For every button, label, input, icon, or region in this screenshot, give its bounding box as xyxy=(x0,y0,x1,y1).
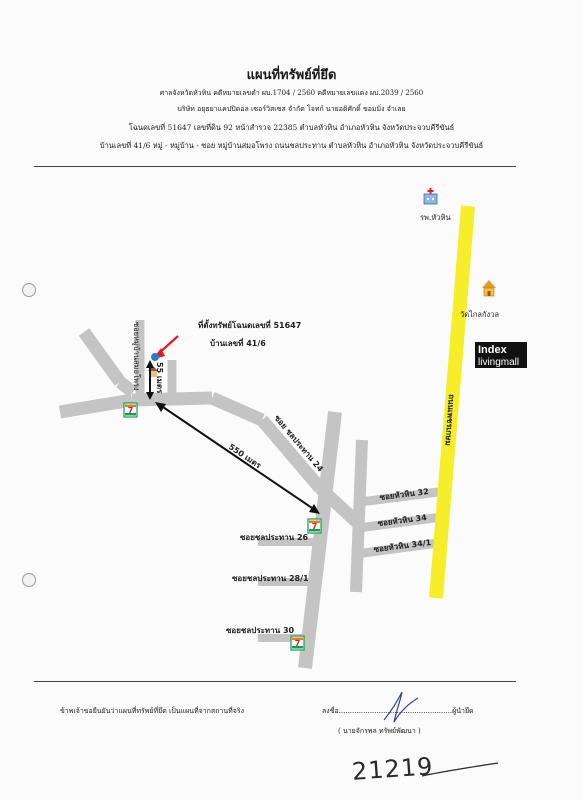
mall-logo-bottom: livingmall xyxy=(478,357,520,368)
soi-24-label: ซอย ชลประทาน 24 xyxy=(272,413,325,474)
parties-line: บริษัท อยุธยาแคปปิตอล เซอร์วิสเซส จำกัด โจทก์ นายอดิศักดิ์ ขอมมิ่ง จำเลย xyxy=(177,105,406,113)
deed-line: โฉนดเลขที่ 51647 เลขที่ดิน 92 หน้าสำรวจ 22385 ตำบลหัวหิน อำเภอหัวหิน จังหวัดประจวบคีรีขันธ์ xyxy=(128,123,455,132)
document-title: แผนที่ทรัพย์ที่ยึด xyxy=(246,68,337,83)
signature-line: ลงชื่อ...................................................ผู้นำยึด xyxy=(322,707,474,715)
soi-hh34-1-label: ซอยหัวหิน 34/1 xyxy=(373,538,432,554)
short-arrow-head-top xyxy=(146,360,154,368)
hospital-label: รพ.หัวหิน xyxy=(420,213,451,222)
temple-label: วัดไกลกังวล xyxy=(460,310,500,319)
signature-icon xyxy=(378,688,428,728)
header-divider xyxy=(34,166,516,167)
soi-village-label: ซอยหมู่บ้านสมอโพรง xyxy=(132,322,141,391)
property-label-1: ที่ตั้งทรัพย์โฉนดเลขที่ 51647 xyxy=(198,321,302,330)
mall-logo-top: Index xyxy=(478,344,507,356)
address-line: บ้านเลขที่ 41/6 หมู่ - หมู่บ้าน - ซอย หมู่บ้านสมอโพรง ถนนชลประทาน ตำบลหัวหิน อำเภอหัวหิน จังหวัดประจวบคีรีขันธ์ xyxy=(99,141,484,150)
property-map xyxy=(0,170,583,675)
signer-name: ( นายจักรพล ทรัพย์พัฒนา ) xyxy=(338,727,421,735)
property-label-2: บ้านเลขที่ 41/6 xyxy=(210,339,266,348)
store-icon-mark: 7 xyxy=(127,406,134,415)
soi-hh34-label: ซอยหัวหิน 34 xyxy=(377,513,428,528)
soi-hh32-label: ซอยหัวหิน 32 xyxy=(379,487,430,502)
main-road-label: ถนนเพชรเกษม xyxy=(443,393,456,447)
hospital-icon xyxy=(424,188,437,204)
soi-28-1-label: ซอยชลประทาน 28/1 xyxy=(232,574,309,583)
temple-icon xyxy=(482,280,496,296)
store-icon xyxy=(291,636,304,650)
handwritten-number: 21219 xyxy=(351,752,435,786)
store-icon-mark: 7 xyxy=(311,522,318,531)
store-icon-mark: 7 xyxy=(294,639,301,648)
soi-26-label: ซอยชลประทาน 26 xyxy=(240,533,309,542)
court-case-line: ศาลจังหวัดหัวหิน คดีหมายเลขดำ ผบ.1704 / 2560 คดีหมายเลขแดง ผบ.2039 / 2560 xyxy=(159,89,424,97)
store-icon xyxy=(124,403,137,417)
footer-divider xyxy=(34,681,516,682)
handwritten-stroke xyxy=(420,760,500,780)
location-marker-icon xyxy=(151,353,159,361)
soi-30-label: ซอยชลประทาน 30 xyxy=(226,626,295,635)
short-distance-label: 55 เมตร xyxy=(155,362,164,394)
confirmation-statement: ข้าพเจ้าขอยืนยันว่าแผนที่ทรัพย์ที่ยึด เป็นแผนที่จากสถานที่จริง xyxy=(60,707,244,715)
long-distance-label: 550 เมตร xyxy=(226,442,263,471)
store-icon xyxy=(308,519,321,533)
